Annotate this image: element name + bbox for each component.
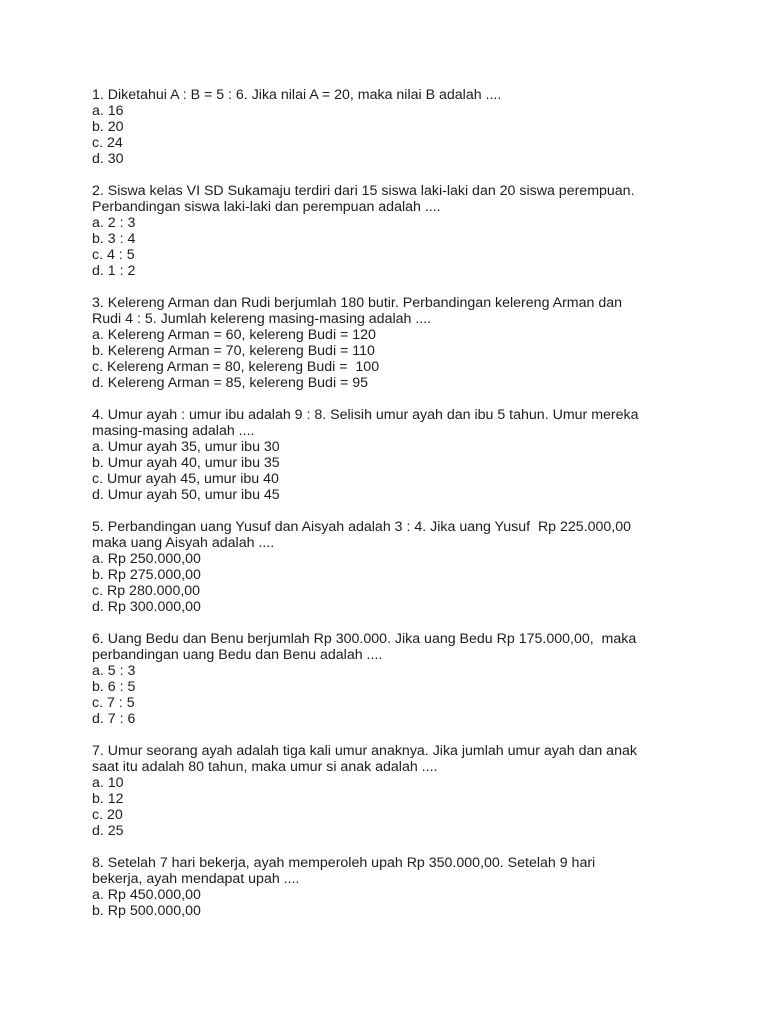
answer-option: c. Kelereng Arman = 80, kelereng Budi = 100 <box>92 359 380 375</box>
answer-option: c. 4 : 5 <box>92 247 135 263</box>
question-item <box>92 631 732 727</box>
question-line: perbandingan uang Bedu dan Benu adalah .... <box>92 647 383 663</box>
answer-option: d. 7 : 6 <box>92 711 136 727</box>
answer-option: d. Kelereng Arman = 85, kelereng Budi = 95 <box>92 375 369 391</box>
answer-option: a. Umur ayah 35, umur ibu 30 <box>92 439 280 455</box>
answer-option: a. 2 : 3 <box>92 215 136 231</box>
question-line: 5. Perbandingan uang Yusuf dan Aisyah adalah 3 : 4. Jika uang Yusuf Rp 225.000,00 <box>92 519 632 535</box>
answer-option: a. 10 <box>92 775 124 791</box>
answer-option: b. Umur ayah 40, umur ibu 35 <box>92 455 280 471</box>
question-item <box>92 743 732 839</box>
question-item <box>92 183 732 279</box>
question-line: saat itu adalah 80 tahun, maka umur si anak adalah .... <box>92 759 438 775</box>
question-line: bekerja, ayah mendapat upah .... <box>92 871 300 887</box>
answer-option: d. Umur ayah 50, umur ibu 45 <box>92 487 280 503</box>
answer-option: c. Umur ayah 45, umur ibu 40 <box>92 471 279 487</box>
answer-option: c. Rp 280.000,00 <box>92 583 201 599</box>
answer-option: b. 6 : 5 <box>92 679 136 695</box>
answer-option: b. 20 <box>92 119 124 135</box>
answer-option: b. 3 : 4 <box>92 231 136 247</box>
answer-option: b. Kelereng Arman = 70, kelereng Budi = 110 <box>92 343 375 359</box>
answer-option: a. 16 <box>92 103 124 119</box>
answer-option: a. Rp 250.000,00 <box>92 551 201 567</box>
answer-option: c. 7 : 5 <box>92 695 135 711</box>
answer-option: d. 1 : 2 <box>92 263 136 279</box>
question-line: Rudi 4 : 5. Jumlah kelereng masing-masing adalah .... <box>92 311 432 327</box>
question-line: 6. Uang Bedu dan Benu berjumlah Rp 300.000. Jika uang Bedu Rp 175.000,00, maka <box>92 631 637 647</box>
question-item <box>92 519 732 615</box>
answer-option: b. Rp 500.000,00 <box>92 903 201 919</box>
answer-option: a. Rp 450.000,00 <box>92 887 201 903</box>
answer-option: c. 24 <box>92 135 123 151</box>
answer-option: b. Rp 275.000,00 <box>92 567 201 583</box>
question-line: 2. Siswa kelas VI SD Sukamaju terdiri dari 15 siswa laki-laki dan 20 siswa perempuan. <box>92 183 635 199</box>
answer-option: c. 20 <box>92 807 123 823</box>
question-item <box>92 87 732 167</box>
question-line: 1. Diketahui A : B = 5 : 6. Jika nilai A = 20, maka nilai B adalah .... <box>92 87 502 103</box>
answer-option: b. 12 <box>92 791 124 807</box>
question-line: maka uang Aisyah adalah .... <box>92 535 275 551</box>
answer-option: d. Rp 300.000,00 <box>92 599 201 615</box>
question-item <box>92 295 732 391</box>
question-line: 3. Kelereng Arman dan Rudi berjumlah 180 butir. Perbandingan kelereng Arman dan <box>92 295 623 311</box>
question-line: masing-masing adalah .... <box>92 423 255 439</box>
question-line: 8. Setelah 7 hari bekerja, ayah memperoleh upah Rp 350.000,00. Setelah 9 hari <box>92 855 596 871</box>
question-item <box>92 407 732 503</box>
question-item <box>92 855 732 919</box>
question-line: Perbandingan siswa laki-laki dan perempuan adalah .... <box>92 199 441 215</box>
answer-option: a. 5 : 3 <box>92 663 136 679</box>
question-list <box>92 87 732 935</box>
answer-option: d. 30 <box>92 151 124 167</box>
answer-option: a. Kelereng Arman = 60, kelereng Budi = 120 <box>92 327 376 343</box>
question-line: 4. Umur ayah : umur ibu adalah 9 : 8. Selisih umur ayah dan ibu 5 tahun. Umur mereka <box>92 407 639 423</box>
question-line: 7. Umur seorang ayah adalah tiga kali umur anaknya. Jika jumlah umur ayah dan anak <box>92 743 637 759</box>
answer-option: d. 25 <box>92 823 124 839</box>
